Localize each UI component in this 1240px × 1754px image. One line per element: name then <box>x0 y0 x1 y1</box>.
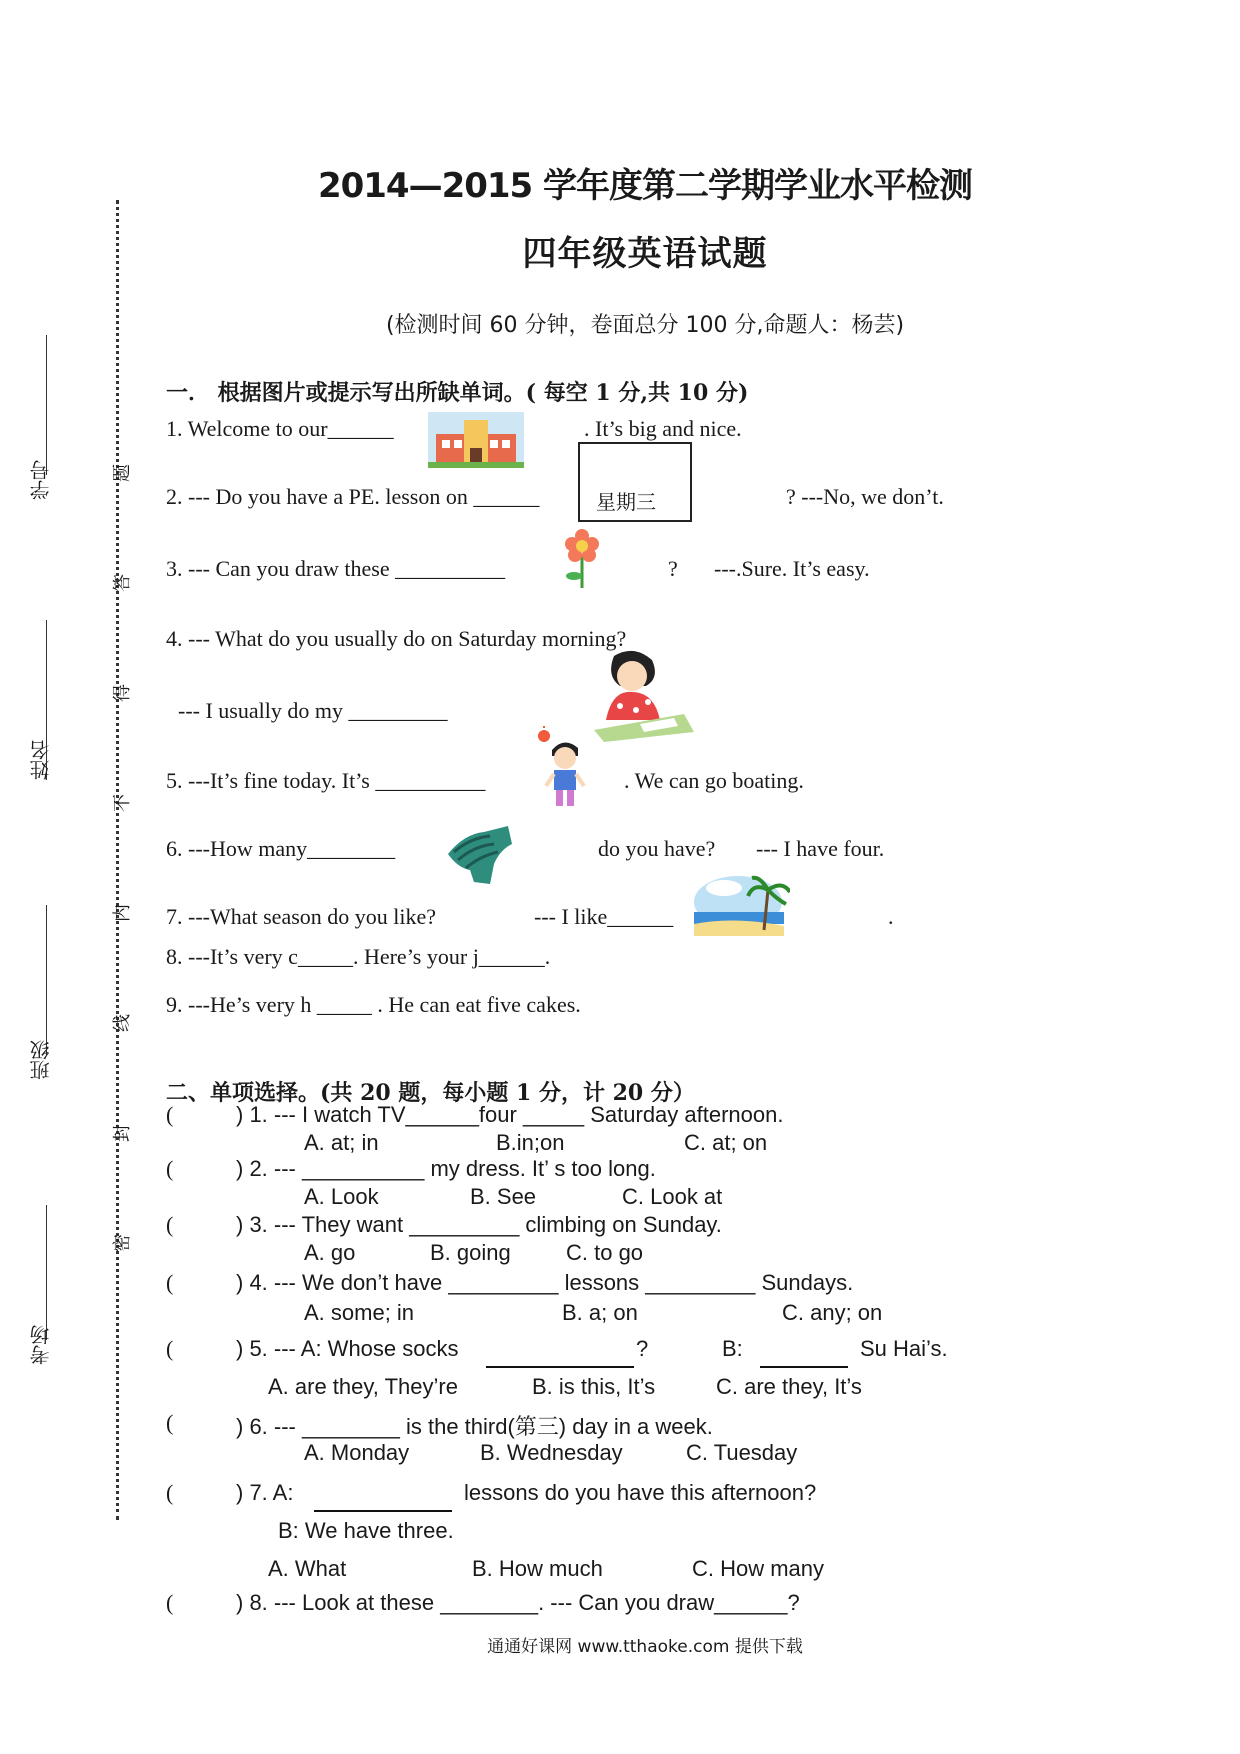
mc-q3-option-c: C. to go <box>566 1240 644 1265</box>
q5-text: 5. ---It’s fine today. It’s __________ <box>166 768 486 793</box>
mc-q1-stem: ) 1. --- I watch TV______four _____ Saturday afternoon. <box>236 1102 784 1127</box>
mc-q7-option-b: B. How much <box>472 1556 603 1581</box>
mc-q4-option-a: A. some; in <box>304 1300 415 1325</box>
mc-q6-option-b: B. Wednesday <box>480 1440 623 1465</box>
exam-room-line <box>46 1205 47 1340</box>
mc-q5-b-label: B: <box>722 1336 743 1361</box>
mc-q1-option-a: A. at; in <box>304 1130 379 1155</box>
mc-q5-option-a: A. are they, They’re <box>268 1374 458 1399</box>
blank-line <box>760 1346 848 1368</box>
q9-text: 9. ---He’s very h _____ . He can eat five cakes. <box>166 992 581 1017</box>
exam-title: 2014—2015 学年度第二学期学业水平检测 <box>317 166 973 206</box>
q7-period: . <box>888 904 894 929</box>
mc-q4-option-b: B. a; on <box>562 1300 638 1325</box>
q1-text: 1. Welcome to our______ <box>166 416 394 441</box>
blank-line <box>486 1346 634 1368</box>
girl-homework-icon <box>584 650 694 742</box>
q8-text: 8. ---It’s very c_____. Here’s your j______. <box>166 944 551 969</box>
answer-paren: ( <box>166 1410 174 1435</box>
mc-q2-option-b: B. See <box>470 1184 537 1209</box>
margin-char: 内 <box>112 904 133 922</box>
mc-q5-answer-end: Su Hai’s. <box>860 1336 948 1361</box>
q4-answer: --- I usually do my _________ <box>178 698 448 723</box>
class-line <box>46 905 47 1055</box>
flower-icon <box>562 528 602 590</box>
answer-paren: ( <box>166 1590 174 1615</box>
mc-q5-option-c: C. are they, It’s <box>716 1374 862 1399</box>
exam-room-label: 考场 <box>29 1325 53 1365</box>
boy-sunny-icon <box>534 726 590 810</box>
q1-text-end: . It’s big and nice. <box>584 416 742 441</box>
answer-paren: ( <box>166 1480 174 1505</box>
margin-char: 封 <box>112 1124 133 1142</box>
q3-text: 3. --- Can you draw these __________ <box>166 556 506 581</box>
margin-char: 题 <box>112 464 133 482</box>
q3-question-mark: ? <box>668 556 678 581</box>
mc-q1-option-b: B.in;on <box>496 1130 565 1155</box>
section2-heading: 二、单项选择。(共 20 题，每小题 1 分，计 20 分） <box>166 1080 695 1106</box>
mc-q8-stem: ) 8. --- Look at these ________. --- Can you draw______? <box>236 1590 800 1615</box>
margin-char: 得 <box>112 684 133 702</box>
mc-q4-stem: ) 4. --- We don’t have _________ lessons _________ Sundays. <box>236 1270 854 1295</box>
answer-paren: ( <box>166 1156 174 1181</box>
q2-text-end: ? ---No, we don’t. <box>786 484 944 509</box>
mc-q1-option-c: C. at; on <box>684 1130 768 1155</box>
mc-q5-option-b: B. is this, It’s <box>532 1374 656 1399</box>
wednesday-note-text: 星期三 <box>596 490 656 514</box>
mc-q6-stem: ) 6. --- ________ is the third(第三) day in a week. <box>236 1414 713 1439</box>
blank-line <box>314 1490 452 1512</box>
student-id-label: 学号 <box>29 460 53 500</box>
q7-question: 7. ---What season do you like? <box>166 904 437 929</box>
sweater-icon <box>444 824 514 886</box>
mc-q3-option-a: A. go <box>304 1240 356 1265</box>
binding-dotted-line <box>116 200 119 1520</box>
mc-q7-option-a: A. What <box>268 1556 347 1581</box>
margin-char: 密 <box>112 1234 133 1252</box>
mc-q6-option-c: C. Tuesday <box>686 1440 798 1465</box>
beach-summer-icon <box>694 874 790 944</box>
mc-q2-stem: ) 2. --- __________ my dress. It’ s too long. <box>236 1156 656 1181</box>
mc-q7-stem-rest: lessons do you have this afternoon? <box>464 1480 817 1505</box>
school-building-icon <box>428 412 524 468</box>
answer-paren: ( <box>166 1102 174 1127</box>
answer-paren: ( <box>166 1212 174 1237</box>
name-label: 姓名 <box>29 740 53 780</box>
mc-q7-option-c: C. How many <box>692 1556 825 1581</box>
margin-char: 答 <box>112 574 133 592</box>
mc-q3-option-b: B. going <box>430 1240 511 1265</box>
exam-subtitle-grade: 四年级英语试题 <box>522 234 768 274</box>
mc-q3-stem: ) 3. --- They want _________ climbing on Sunday. <box>236 1212 722 1237</box>
q2-text: 2. --- Do you have a PE. lesson on ______ <box>166 484 540 509</box>
answer-paren: ( <box>166 1336 174 1361</box>
mc-q2-option-c: C. Look at <box>622 1184 723 1209</box>
mc-q4-option-c: C. any; on <box>782 1300 883 1325</box>
section1-heading: 一． 根据图片或提示写出所缺单词。( 每空 1 分,共 10 分) <box>166 380 749 406</box>
q7-answer: --- I like______ <box>534 904 674 929</box>
mc-q6-option-a: A. Monday <box>304 1440 410 1465</box>
mc-q5-question-mark: ? <box>636 1336 649 1361</box>
page-footer: 通通好课网 www.tthaoke.com 提供下载 <box>487 1637 803 1657</box>
wednesday-note-box <box>578 442 692 522</box>
exam-info: (检测时间 60 分钟，卷面总分 100 分,命题人：杨芸) <box>385 313 905 338</box>
q3-answer: ---.Sure. It’s easy. <box>714 556 870 581</box>
class-label: 班级 <box>29 1040 53 1080</box>
q6-answer: --- I have four. <box>756 836 885 861</box>
student-id-line <box>46 335 47 475</box>
mc-q7-stem: ) 7. A: <box>236 1480 294 1505</box>
q6-text: 6. ---How many________ <box>166 836 396 861</box>
mc-q5-stem: ) 5. --- A: Whose socks <box>236 1336 459 1361</box>
margin-char: 线 <box>112 1014 133 1032</box>
q5-text-end: . We can go boating. <box>624 768 804 793</box>
answer-paren: ( <box>166 1270 174 1295</box>
q6-text-mid: do you have? <box>598 836 716 861</box>
mc-q2-option-a: A. Look <box>304 1184 379 1209</box>
q4-question: 4. --- What do you usually do on Saturday morning? <box>166 626 627 651</box>
margin-char: 不 <box>112 794 133 812</box>
mc-q7-answer: B: We have three. <box>278 1518 454 1543</box>
